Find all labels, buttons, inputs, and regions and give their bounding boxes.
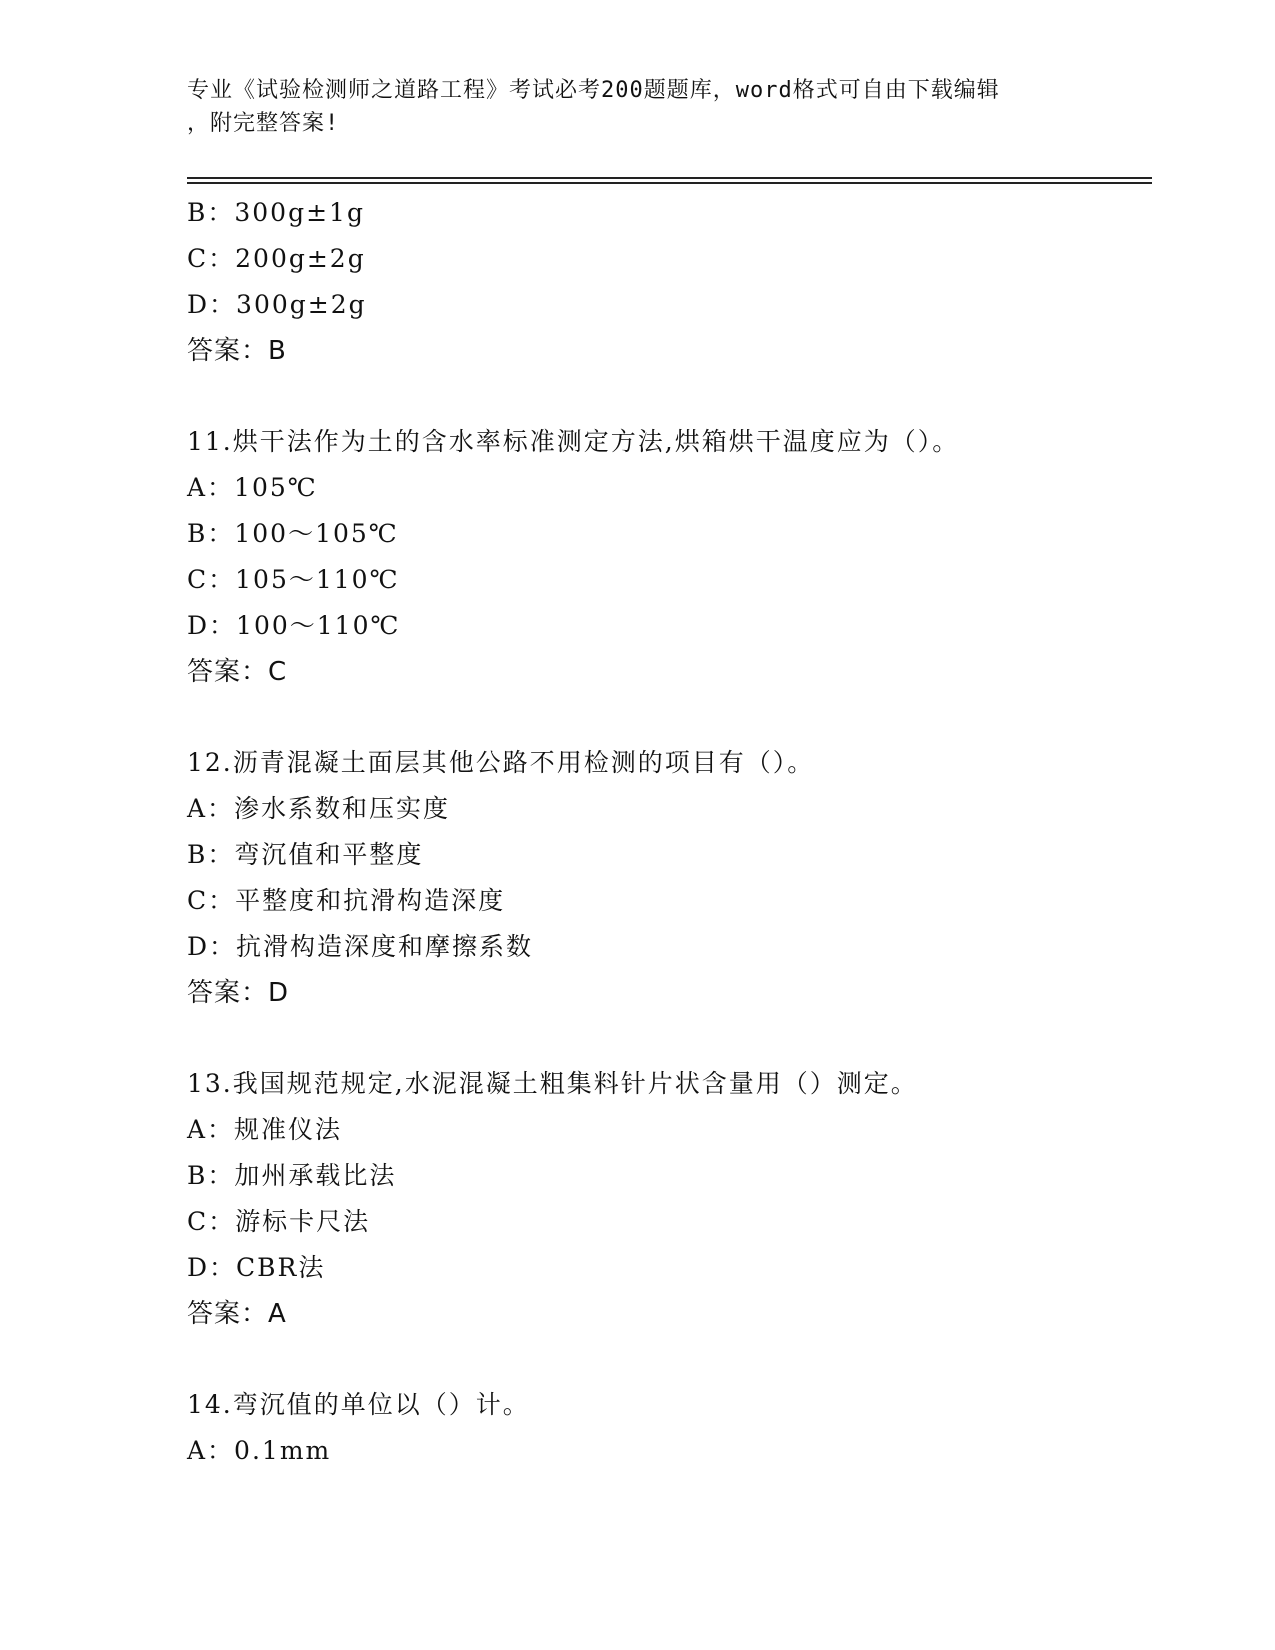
header-title-continuation: ，附完整答案! <box>187 111 340 136</box>
question-13 <box>187 1061 1152 1337</box>
question-11 <box>187 419 1152 695</box>
question-stem: 13.我国规范规定,水泥混凝土粗集料针片状含量用（）测定。 <box>187 1069 918 1098</box>
spacer <box>187 695 1152 740</box>
question-14 <box>187 1382 1152 1474</box>
option-b: B：加州承载比法 <box>187 1161 397 1190</box>
spacer <box>187 1016 1152 1061</box>
question-stem: 12.沥青混凝土面层其他公路不用检测的项目有（）。 <box>187 748 815 777</box>
option-b: B：弯沉值和平整度 <box>187 840 424 869</box>
question-stem: 11.烘干法作为土的含水率标准测定方法,烘箱烘干温度应为（）。 <box>187 427 960 456</box>
question-12 <box>187 740 1152 1016</box>
option-a: A：105℃ <box>187 473 318 502</box>
option-b: B：300g±1g <box>187 198 365 227</box>
option-d: D：抗滑构造深度和摩擦系数 <box>187 932 534 961</box>
option-a: A：0.1mm <box>187 1436 332 1465</box>
header-title-line: 专业《试验检测师之道路工程》考试必考200题题库，word格式可自由下载编辑 <box>187 78 1000 103</box>
question-stem: 14.弯沉值的单位以（）计。 <box>187 1390 530 1419</box>
option-c: C：游标卡尺法 <box>187 1207 371 1236</box>
answer-line: 答案：B <box>187 336 287 366</box>
header-divider-top <box>187 177 1152 179</box>
option-d: D：100～110℃ <box>187 611 401 640</box>
question-10-continued <box>187 190 1152 374</box>
answer-line: 答案：A <box>187 1299 287 1329</box>
option-b: B：100～105℃ <box>187 519 399 548</box>
option-d: D：CBR法 <box>187 1253 326 1282</box>
option-c: C：200g±2g <box>187 244 366 273</box>
answer-line: 答案：D <box>187 978 290 1008</box>
answer-line: 答案：C <box>187 657 288 687</box>
header-divider-bottom <box>187 182 1152 184</box>
spacer <box>187 374 1152 419</box>
option-d: D：300g±2g <box>187 290 367 319</box>
option-a: A：渗水系数和压实度 <box>187 794 451 823</box>
option-c: C：平整度和抗滑构造深度 <box>187 886 506 915</box>
spacer <box>187 1337 1152 1382</box>
question-list <box>187 190 1152 1474</box>
option-a: A：规准仪法 <box>187 1115 343 1144</box>
option-c: C：105～110℃ <box>187 565 400 594</box>
page-header <box>187 74 1067 140</box>
